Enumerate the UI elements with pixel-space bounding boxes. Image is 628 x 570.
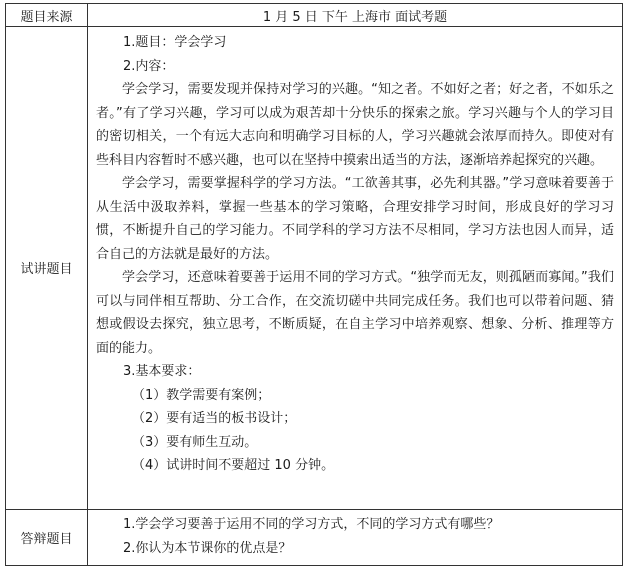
- defense-question: 1.学会学习要善于运用不同的学习方式，不同的学习方式有哪些？: [123, 517, 500, 533]
- defense-content: [88, 509, 623, 565]
- paragraph-interest: 学会学习，需要发现并保持对学习的兴趣。“知之者。不如好之者；好之者，不如乐之者。”有了学习兴趣，学习可以成为艰苦却十分快乐的探索之旅。学习兴趣与个人的学习目的密切相关，一个有远大志向和明确学习目标的人，学习兴趣就会浓厚而持久。即使对有些科目内容暂时不感兴趣，也可以在坚持中摸索出适当的方法，逐渐培养起探究的兴趣。: [96, 82, 614, 168]
- paragraph-approach: 学会学习，还意味着要善于运用不同的学习方式。“独学而无友，则孤陋而寡闻。”我们可以与同伴相互帮助、分工合作，在交流切磋中共同完成任务。我们也可以带着问题、猜想或假设去探究，独立思考，不断质疑，在自主学习中培养观察、想象、分析、推理等方面的能力。: [96, 270, 614, 356]
- exam-title: 1 月 5 日 下午 上海市 面试考题: [88, 4, 623, 27]
- topic-line: 1.题目：学会学习: [123, 35, 227, 50]
- paragraph-method: 学会学习，需要掌握科学的学习方法。“工欲善其事，必先利其器。”学习意味着要善于从生活中汲取养料，掌握一些基本的学习策略，合理安排学习时间，形成良好的学习习惯，不断提升自己的学习能力。不同学科的学习方法不尽相同，学习方法也因人而异，适合自己的方法就是最好的方法。: [96, 176, 614, 262]
- defense-row: [6, 509, 623, 565]
- lecture-row: [6, 27, 623, 510]
- defense-label: 答辩题目: [6, 509, 88, 565]
- requirement-item: （2）要有适当的板书设计；: [132, 411, 297, 426]
- exam-question-table: [5, 3, 623, 566]
- source-label: 题目来源: [6, 4, 88, 27]
- requirement-item: （3）要有师生互动。: [132, 434, 258, 450]
- requirement-item: （4）试讲时间不要超过 10 分钟。: [132, 458, 335, 473]
- requirement-item: （1）教学需要有案例；: [132, 387, 271, 403]
- requirements-label: 3.基本要求：: [123, 364, 201, 379]
- defense-question: 2.你认为本节课你的优点是？: [123, 541, 292, 557]
- lecture-label: 试讲题目: [6, 27, 88, 510]
- header-row: [6, 4, 623, 27]
- content-label: 2.内容：: [123, 58, 175, 74]
- lecture-content: [88, 27, 623, 510]
